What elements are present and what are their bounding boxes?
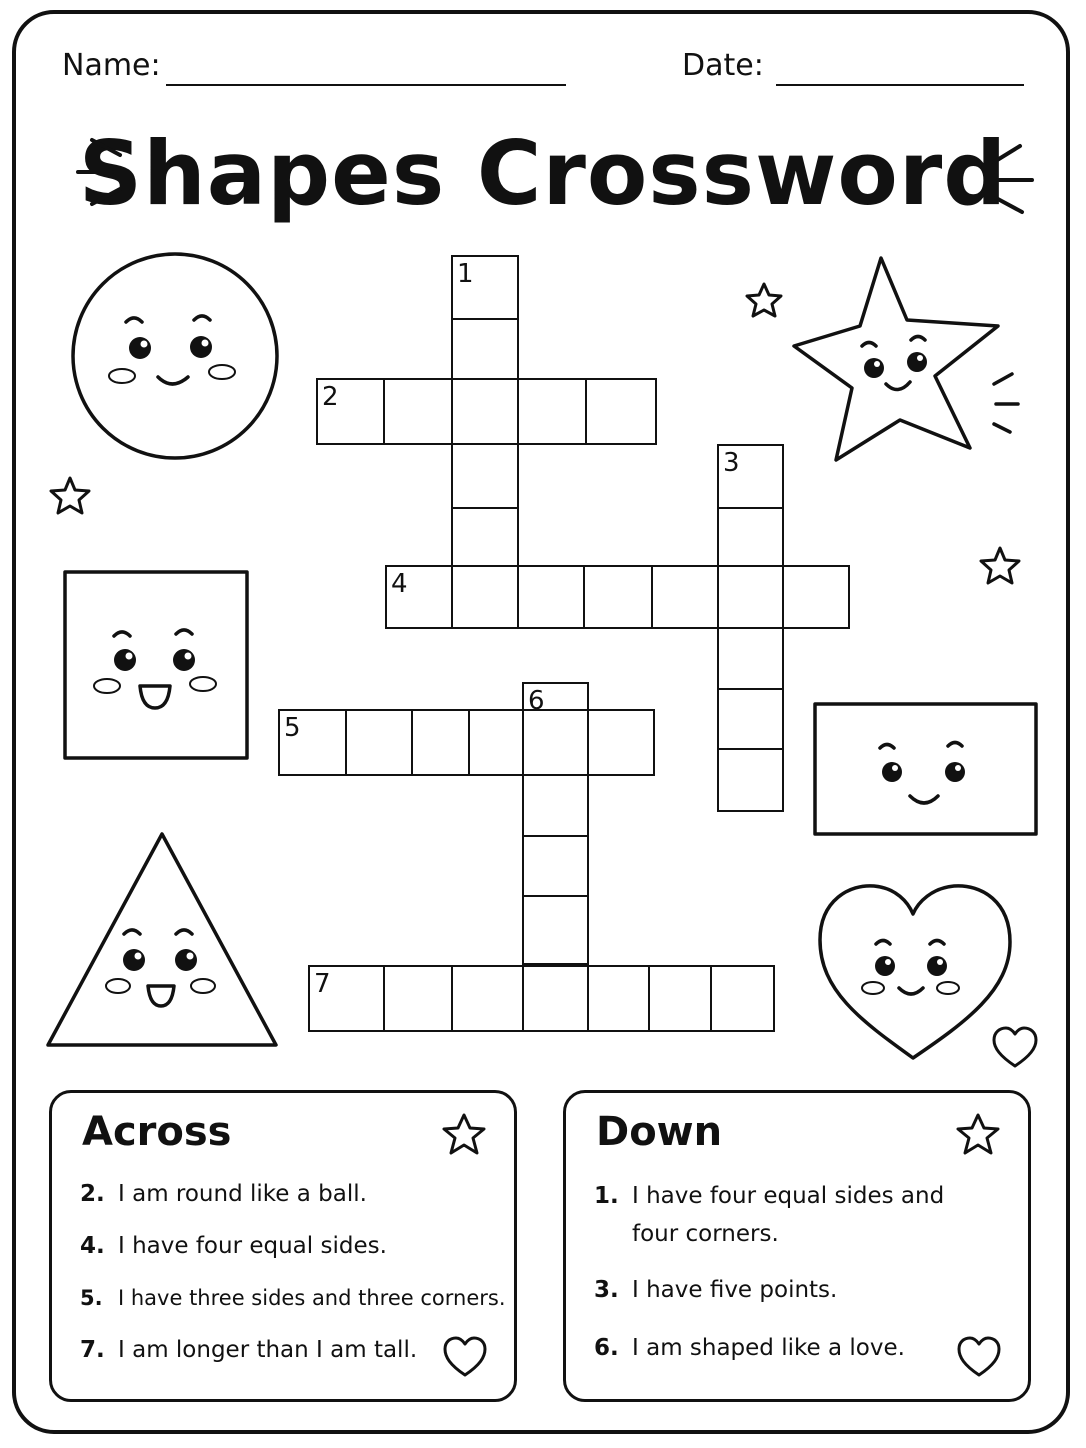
across-clues-box bbox=[49, 1090, 517, 1402]
clue-number-5: 5 bbox=[284, 713, 301, 743]
grid-cell[interactable] bbox=[383, 378, 453, 445]
down-clues-box bbox=[563, 1090, 1031, 1402]
star-icon bbox=[51, 478, 89, 513]
smiley-star bbox=[794, 258, 1018, 460]
grid-cell[interactable] bbox=[717, 444, 784, 509]
grid-cell[interactable] bbox=[278, 709, 347, 776]
grid-cell[interactable] bbox=[717, 626, 784, 690]
grid-cell[interactable] bbox=[451, 965, 524, 1032]
heart-icon bbox=[994, 1028, 1036, 1066]
grid-cell[interactable] bbox=[587, 965, 650, 1032]
grid-cell[interactable] bbox=[651, 565, 719, 629]
sparkle-left-icon bbox=[78, 140, 120, 204]
smiley-square bbox=[65, 572, 247, 758]
clue-down-6: 6. I am shaped like a love. bbox=[594, 1335, 905, 1361]
smiley-triangle bbox=[48, 834, 276, 1045]
clue-across-2: 2. I am round like a ball. bbox=[80, 1181, 367, 1207]
clue-number-4: 4 bbox=[391, 569, 408, 599]
grid-cell[interactable] bbox=[451, 443, 519, 509]
grid-cell[interactable] bbox=[710, 965, 775, 1032]
grid-cell[interactable] bbox=[717, 565, 784, 629]
clue-down-3: 3. I have five points. bbox=[594, 1277, 838, 1303]
grid-cell[interactable] bbox=[345, 709, 413, 776]
grid-cell[interactable] bbox=[522, 682, 589, 716]
across-heading: Across bbox=[82, 1109, 232, 1155]
clue-number-6: 6 bbox=[528, 686, 545, 716]
grid-cell[interactable] bbox=[451, 565, 519, 629]
grid-cell[interactable] bbox=[468, 709, 524, 776]
clue-number-1: 1 bbox=[457, 259, 474, 289]
clue-across-7: 7. I am longer than I am tall. bbox=[80, 1337, 418, 1363]
star-icon bbox=[981, 548, 1019, 583]
heart-icon bbox=[442, 1335, 488, 1379]
smiley-heart bbox=[820, 886, 1010, 1058]
grid-cell[interactable] bbox=[717, 507, 784, 567]
grid-cell[interactable] bbox=[717, 748, 784, 812]
grid-cell[interactable] bbox=[451, 378, 519, 445]
grid-cell[interactable] bbox=[308, 965, 385, 1032]
down-heading: Down bbox=[596, 1109, 723, 1155]
star-icon bbox=[954, 1111, 1002, 1159]
grid-cell[interactable] bbox=[587, 709, 655, 776]
grid-cell[interactable] bbox=[522, 774, 589, 837]
grid-cell[interactable] bbox=[451, 507, 519, 567]
smiley-circle bbox=[73, 254, 277, 458]
grid-cell[interactable] bbox=[522, 895, 589, 965]
grid-cell[interactable] bbox=[385, 565, 453, 629]
grid-cell[interactable] bbox=[517, 565, 585, 629]
grid-cell[interactable] bbox=[316, 378, 385, 445]
sparkle-right-icon bbox=[994, 146, 1032, 212]
date-label: Date: bbox=[682, 48, 764, 83]
clue-number-3: 3 bbox=[723, 448, 740, 478]
grid-cell[interactable] bbox=[383, 965, 453, 1032]
grid-cell[interactable] bbox=[451, 318, 519, 382]
grid-cell[interactable] bbox=[583, 565, 653, 629]
heart-icon bbox=[956, 1335, 1002, 1379]
grid-cell[interactable] bbox=[717, 688, 784, 750]
grid-cell[interactable] bbox=[522, 709, 589, 776]
grid-cell[interactable] bbox=[585, 378, 657, 445]
clue-number-2: 2 bbox=[322, 382, 339, 412]
star-icon bbox=[747, 284, 781, 316]
grid-cell[interactable] bbox=[517, 378, 587, 445]
name-label: Name: bbox=[62, 48, 161, 83]
page-title: Shapes Crossword bbox=[78, 122, 1008, 225]
grid-cell[interactable] bbox=[782, 565, 850, 629]
grid-cell[interactable] bbox=[522, 965, 589, 1032]
clue-across-5: 5. I have three sides and three corners. bbox=[80, 1286, 506, 1310]
smiley-rectangle bbox=[815, 704, 1036, 834]
grid-cell[interactable] bbox=[522, 835, 589, 897]
grid-cell[interactable] bbox=[648, 965, 712, 1032]
clue-number-7: 7 bbox=[314, 969, 331, 999]
clue-down-1: 1. I have four equal sides and four corners. bbox=[594, 1183, 945, 1247]
star-icon bbox=[440, 1111, 488, 1159]
grid-cell[interactable] bbox=[451, 255, 519, 320]
clue-across-4: 4. I have four equal sides. bbox=[80, 1233, 387, 1259]
grid-cell[interactable] bbox=[411, 709, 470, 776]
